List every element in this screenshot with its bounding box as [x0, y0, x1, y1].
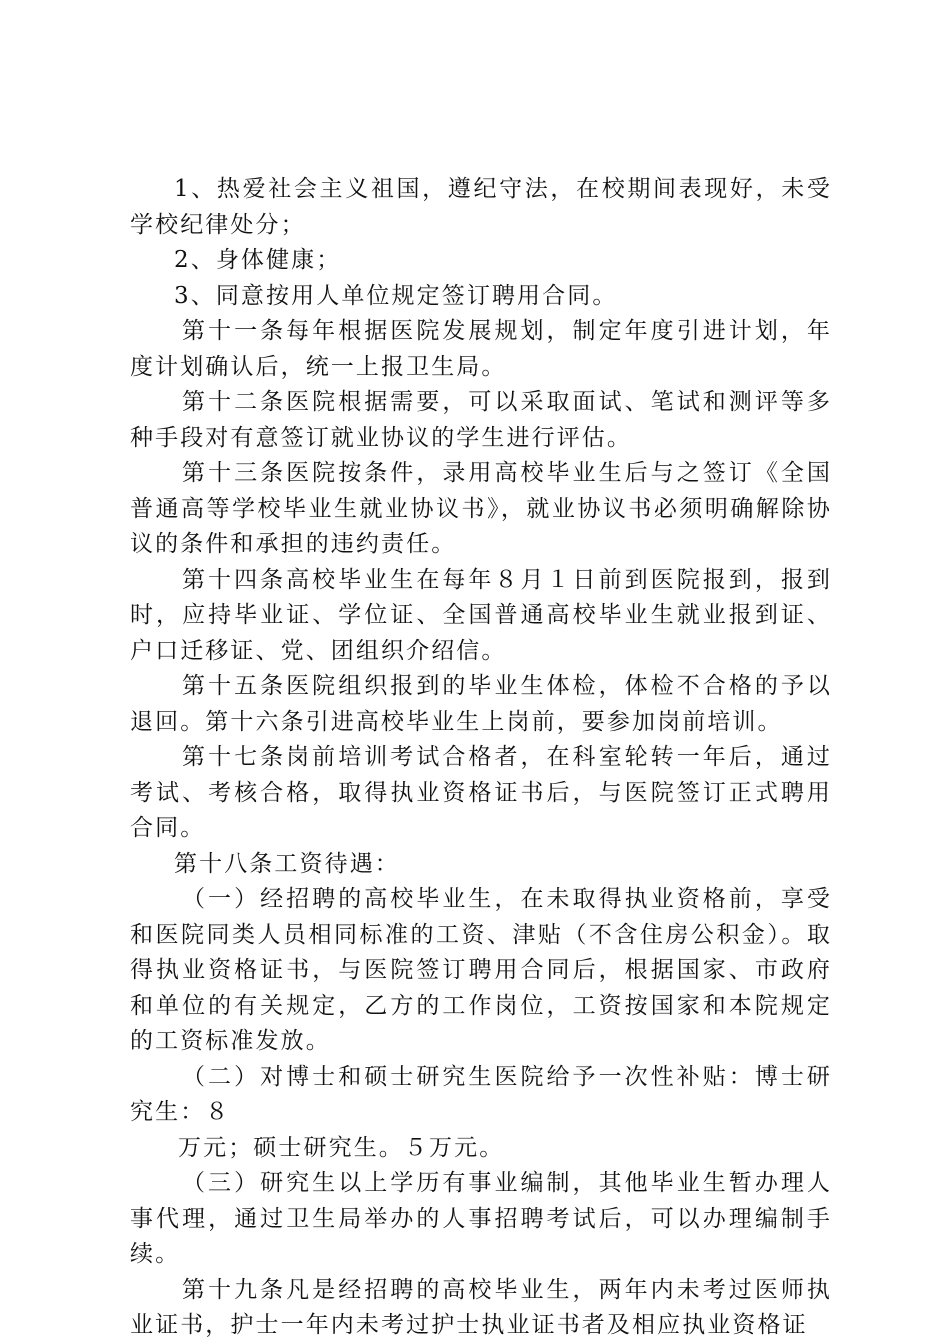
paragraph-article-13: 第十三条医院按条件，录用高校毕业生后与之签订《全国普通高等学校毕业生就业协议书》，就业协议书必须明确解除协议的条件和承担的违约责任。: [130, 460, 832, 557]
paragraph-article-15-16: 第十五条医院组织报到的毕业生体检，体检不合格的予以退回。第十六条引进高校毕业生上岗前，要参加岗前培训。: [130, 673, 832, 735]
paragraph-wage-item-1: （一）经招聘的高校毕业生，在未取得执业资格前，享受和医院同类人员相同标准的工资、津贴（不含住房公积金）。取得执业资格证书，与医院签订聘用合同后，根据国家、市政府和单位的有关规定，乙方的工作岗位，工资按国家和本院规定的工资标准发放。: [130, 886, 832, 1054]
paragraph-condition-3: 3、同意按用人单位规定签订聘用合同。: [174, 282, 618, 309]
paragraph-article-19: 第十九条凡是经招聘的高校毕业生，两年内未考过医师执业证书，护士一年内未考过护士执业证书者及相应执业资格证: [130, 1276, 832, 1338]
paragraph-wage-item-2: （二）对博士和硕士研究生医院给予一次性补贴：博士研究生：８: [130, 1063, 832, 1125]
document-body: [130, 172, 832, 1344]
paragraph-wage-item-3: （三）研究生以上学历有事业编制，其他毕业生暂办理人事代理，通过卫生局举办的人事招聘考试后，可以办理编制手续。: [130, 1170, 832, 1267]
paragraph-article-18: 第十八条工资待遇：: [174, 850, 400, 877]
paragraph-condition-1: 1、热爱社会主义祖国，遵纪守法，在校期间表现好，未受学校纪律处分；: [130, 176, 832, 238]
paragraph-article-11: 第十一条每年根据医院发展规划，制定年度引进计划，年度计划确认后，统一上报卫生局。: [130, 318, 832, 380]
paragraph-article-17: 第十七条岗前培训考试合格者，在科室轮转一年后，通过考试、考核合格，取得执业资格证书后，与医院签订正式聘用合同。: [130, 744, 832, 841]
paragraph-wage-item-2-continued: 万元；硕士研究生。５万元。: [178, 1134, 505, 1161]
paragraph-article-14: 第十四条高校毕业生在每年８月１日前到医院报到，报到时，应持毕业证、学位证、全国普通高校毕业生就业报到证、户口迁移证、党、团组织介绍信。: [130, 566, 832, 664]
paragraph-condition-2: 2、身体健康；: [174, 247, 342, 273]
paragraph-article-12: 第十二条医院根据需要，可以采取面试、笔试和测评等多种手段对有意签订就业协议的学生进行评估。: [130, 389, 832, 451]
